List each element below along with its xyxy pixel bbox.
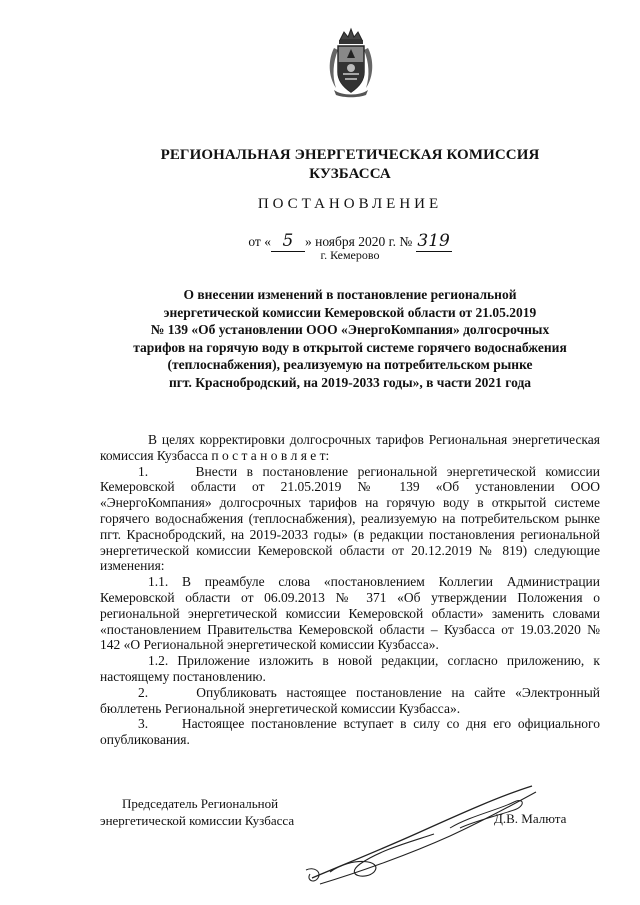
title-line: (теплоснабжения), реализуемую на потребительском рынке (167, 357, 533, 372)
organization-line-1: РЕГИОНАЛЬНАЯ ЭНЕРГЕТИЧЕСКАЯ КОМИССИЯ (160, 147, 540, 163)
date-prefix: от « (248, 234, 271, 249)
handwritten-signature (300, 780, 560, 890)
document-title (0, 286, 640, 391)
title-line: О внесении изменений в постановление региональной (183, 287, 517, 302)
title-line: № 139 «Об установлении ООО «ЭнергоКомпания» долгосрочных (150, 322, 550, 337)
position-line-2: энергетической комиссии Кузбасса (100, 813, 295, 828)
organization-line-2: КУЗБАССА (309, 166, 391, 182)
title-line: энергетической комиссии Кемеровской области от 21.05.2019 (163, 304, 537, 320)
paragraph-item-2: 2. Опубликовать настоящее постановление на сайте «Электронный бюллетень Региональной энергетической комиссии Кузбасса». (100, 684, 600, 716)
paragraph-item-1-1: 1.1. В преамбуле слова «постановлением Коллегии Администрации Кемеровской области от 06.09.2013 № 371 «Об утверждении Положения о региональной энергетической комиссии Кемеровской области» заменить словами «постановлением Правительства Кемеровской области – Кузбасса от 19.03.2020 № 142 «О Региональной энергетической комиссии Кузбасса». (100, 574, 600, 653)
intro-paragraph: В целях корректировки долгосрочных тарифов Региональная энергетическая комиссия Кузбасса п о с т а н о в л я е т: (100, 432, 600, 463)
document-body (100, 432, 600, 748)
date-day: 5 (282, 231, 294, 251)
position-line-1: Председатель Региональной (122, 796, 279, 811)
paragraph-item-3: 3. Настоящее постановление вступает в силу со дня его официального опубликования. (100, 716, 600, 748)
signatory-position (100, 795, 294, 829)
title-line: пгт. Краснобродский, на 2019-2033 годы», в части 2021 года (168, 374, 532, 390)
date-middle: » ноября 2020 г. № (304, 234, 413, 249)
coat-of-arms-icon (326, 26, 376, 98)
signatory-name: Д.В. Малюта (494, 811, 567, 826)
document-number: 319 (417, 231, 450, 251)
document-type: ПОСТАНОВЛЕНИЕ (257, 196, 443, 212)
paragraph-item-1: 1. Внести в постановление региональной энергетической комиссии Кемеровской области от 21.05.2019 № 139 «Об установлении ООО «ЭнергоКомпания» долгосрочных тарифов на горячую воду в открытой системе горячего водоснабжения (теплоснабжения), реализуемую на потребительском рынке пгт. Краснобродский, на 2019-2033 годы» (в редакции постановления региональной энергетической комиссии Кемеровской области от 20.12.2019 № 819) следующие изменения: (100, 463, 600, 574)
title-line: тарифов на горячую воду в открытой системе горячего водоснабжения (133, 339, 567, 355)
city: г. Кемерово (320, 248, 380, 262)
organization-header (0, 146, 640, 184)
paragraph-item-1-2: 1.2. Приложение изложить в новой редакции, согласно приложению, к настоящему постановлению. (100, 653, 600, 684)
